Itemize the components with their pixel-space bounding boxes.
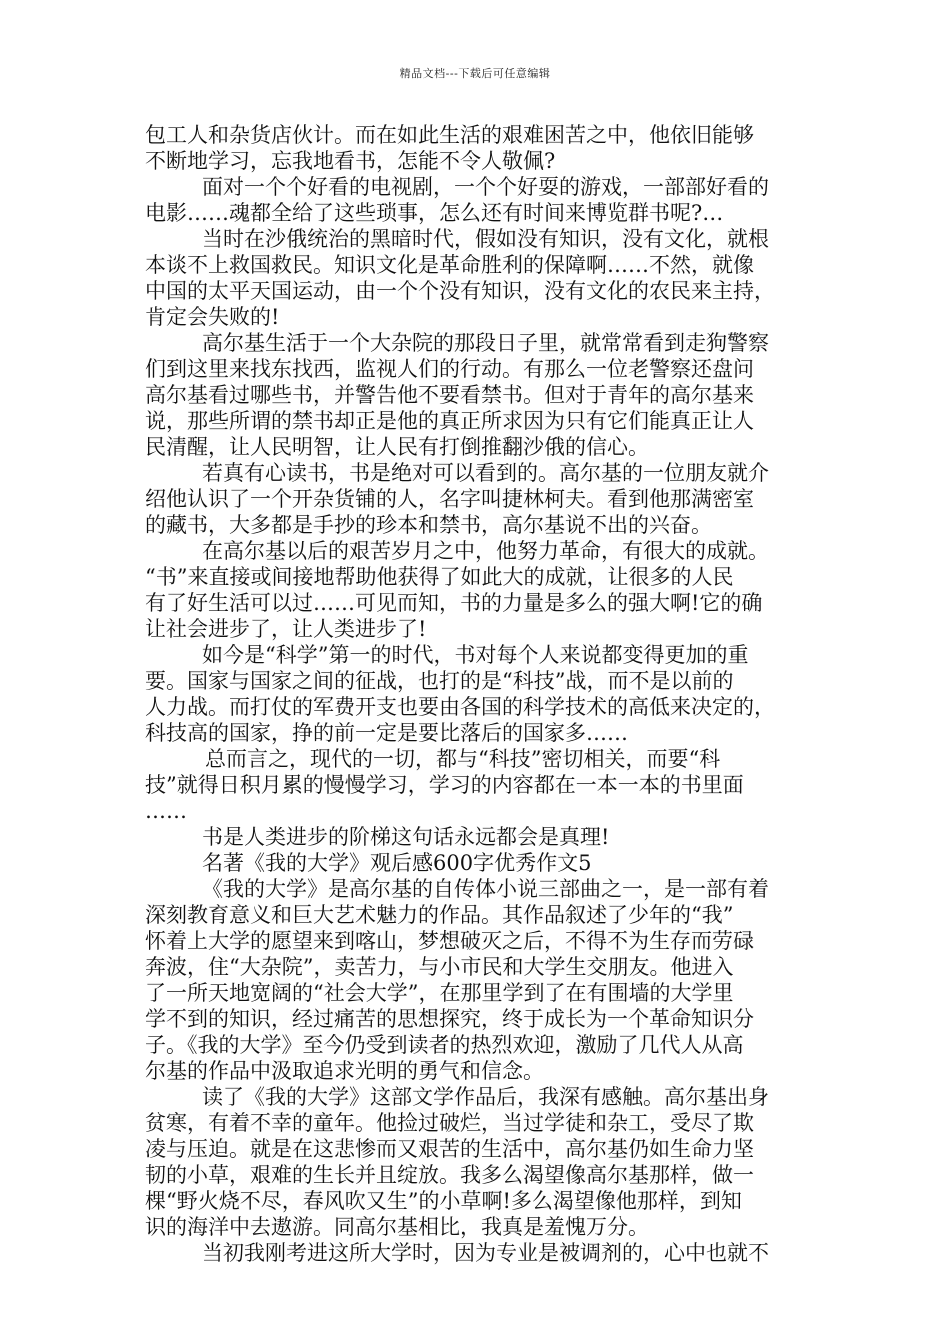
text-line: 面对一个个好看的电视剧，一个个好耍的游戏，一部部好看的 (202, 175, 769, 199)
text-line: 总而言之，现代的一切，都与“科技”密切相关，而要“科 (205, 747, 721, 771)
text-line: 深刻教育意义和巨大艺术魅力的作品。其作品叙述了少年的“我” (145, 903, 734, 927)
text-line: 奔波，住“大杂院”，卖苦力，与小市民和大学生交朋友。他进入 (145, 955, 734, 979)
text-line: 电影……魂都全给了这些琐事，怎么还有时间来博览群书呢?… (145, 201, 724, 225)
text-line: 们到这里来找东找西，监视人们的行动。有那么一位老警察还盘问 (145, 357, 754, 381)
text-line: 如今是“科学”第一的时代，书对每个人来说都变得更加的重 (202, 643, 749, 667)
page-header: 精品文档---下载后可任意编辑 (399, 67, 551, 80)
text-line: 怀着上大学的愿望来到喀山，梦想破灭之后，不得不为生存而劳碌 (145, 929, 754, 953)
text-line: 韧的小草，艰难的生长并且绽放。我多么渴望像高尔基那样，做一 (145, 1163, 754, 1187)
text-line: 民清醒，让人民明智，让人民有打倒推翻沙俄的信心。 (145, 435, 649, 459)
text-line: 说，那些所谓的禁书却正是他的真正所求因为只有它们能真正让人 (145, 409, 754, 433)
text-line: 子。《我的大学》至今仍受到读者的热烈欢迎，激励了几代人从高 (145, 1033, 744, 1057)
text-line: 当初我刚考进这所大学时，因为专业是被调剂的，心中也就不 (202, 1241, 769, 1265)
text-line: 技”就得日积月累的慢慢学习，学习的内容都在一本一本的书里面 (145, 773, 744, 797)
text-line: 《我的大学》是高尔基的自传体小说三部曲之一，是一部有着 (202, 877, 769, 901)
text-line: 贫寒，有着不幸的童年。他捡过破烂，当过学徒和杂工，受尽了欺 (145, 1111, 754, 1135)
text-line: 棵“野火烧不尽，春风吹又生”的小草啊!多么渴望像他那样，到知 (145, 1189, 742, 1213)
text-line: 书是人类进步的阶梯这句话永远都会是真理! (202, 825, 610, 849)
text-line: 包工人和杂货店伙计。而在如此生活的艰难困苦之中，他依旧能够 (145, 123, 754, 147)
text-line: …… (145, 799, 187, 823)
text-line: 尔基的作品中汲取追求光明的勇气和信念。 (145, 1059, 544, 1083)
text-line: 肯定会失败的! (145, 305, 280, 329)
document-body (145, 122, 810, 1266)
text-line: 中国的太平天国运动，由一个个没有知识，没有文化的农民来主持， (145, 279, 775, 303)
text-line: 本谈不上救国救民。知识文化是革命胜利的保障啊……不然，就像 (145, 253, 754, 277)
text-line: 不断地学习，忘我地看书，怎能不令人敬佩? (145, 149, 556, 173)
text-line: 高尔基生活于一个大杂院的那段日子里，就常常看到走狗警察 (202, 331, 769, 355)
text-line: 读了《我的大学》这部文学作品后，我深有感触。高尔基出身 (202, 1085, 769, 1109)
text-line: 了一所天地宽阔的“社会大学”，在那里学到了在有围墙的大学里 (145, 981, 734, 1005)
text-line: 科技高的国家，挣的前一定是要比落后的国家多…… (145, 721, 628, 745)
text-line: 让社会进步了，让人类进步了! (145, 617, 427, 641)
text-line: 人力战。而打仗的军费开支也要由各国的科学技术的高低来决定的， (145, 695, 775, 719)
text-line: 高尔基看过哪些书，并警告他不要看禁书。但对于青年的高尔基来 (145, 383, 754, 407)
text-line: 若真有心读书，书是绝对可以看到的。高尔基的一位朋友就介 (202, 461, 769, 485)
text-line: 当时在沙俄统治的黑暗时代，假如没有知识，没有文化，就根 (202, 227, 769, 251)
text-line: 绍他认识了一个开杂货铺的人，名字叫捷林柯夫。看到他那满密室 (145, 487, 754, 511)
text-line: 要。国家与国家之间的征战，也打的是“科技”战，而不是以前的 (145, 669, 734, 693)
text-line: 凌与压迫。就是在这悲惨而又艰苦的生活中，高尔基仍如生命力坚 (145, 1137, 754, 1161)
text-line: 名著《我的大学》观后感600字优秀作文5 (202, 851, 592, 875)
text-line: 学不到的知识，经过痛苦的思想探究，终于成长为一个革命知识分 (145, 1007, 754, 1031)
text-line: 识的海洋中去遨游。同高尔基相比，我真是羞愧万分。 (145, 1215, 649, 1239)
text-line: “书”来直接或间接地帮助他获得了如此大的成就，让很多的人民 (145, 565, 734, 589)
text-line: 在高尔基以后的艰苦岁月之中，他努力革命，有很大的成就。 (202, 539, 769, 563)
text-line: 的藏书，大多都是手抄的珍本和禁书，高尔基说不出的兴奋。 (145, 513, 712, 537)
text-line: 有了好生活可以过……可见而知，书的力量是多么的强大啊!它的确 (145, 591, 763, 615)
